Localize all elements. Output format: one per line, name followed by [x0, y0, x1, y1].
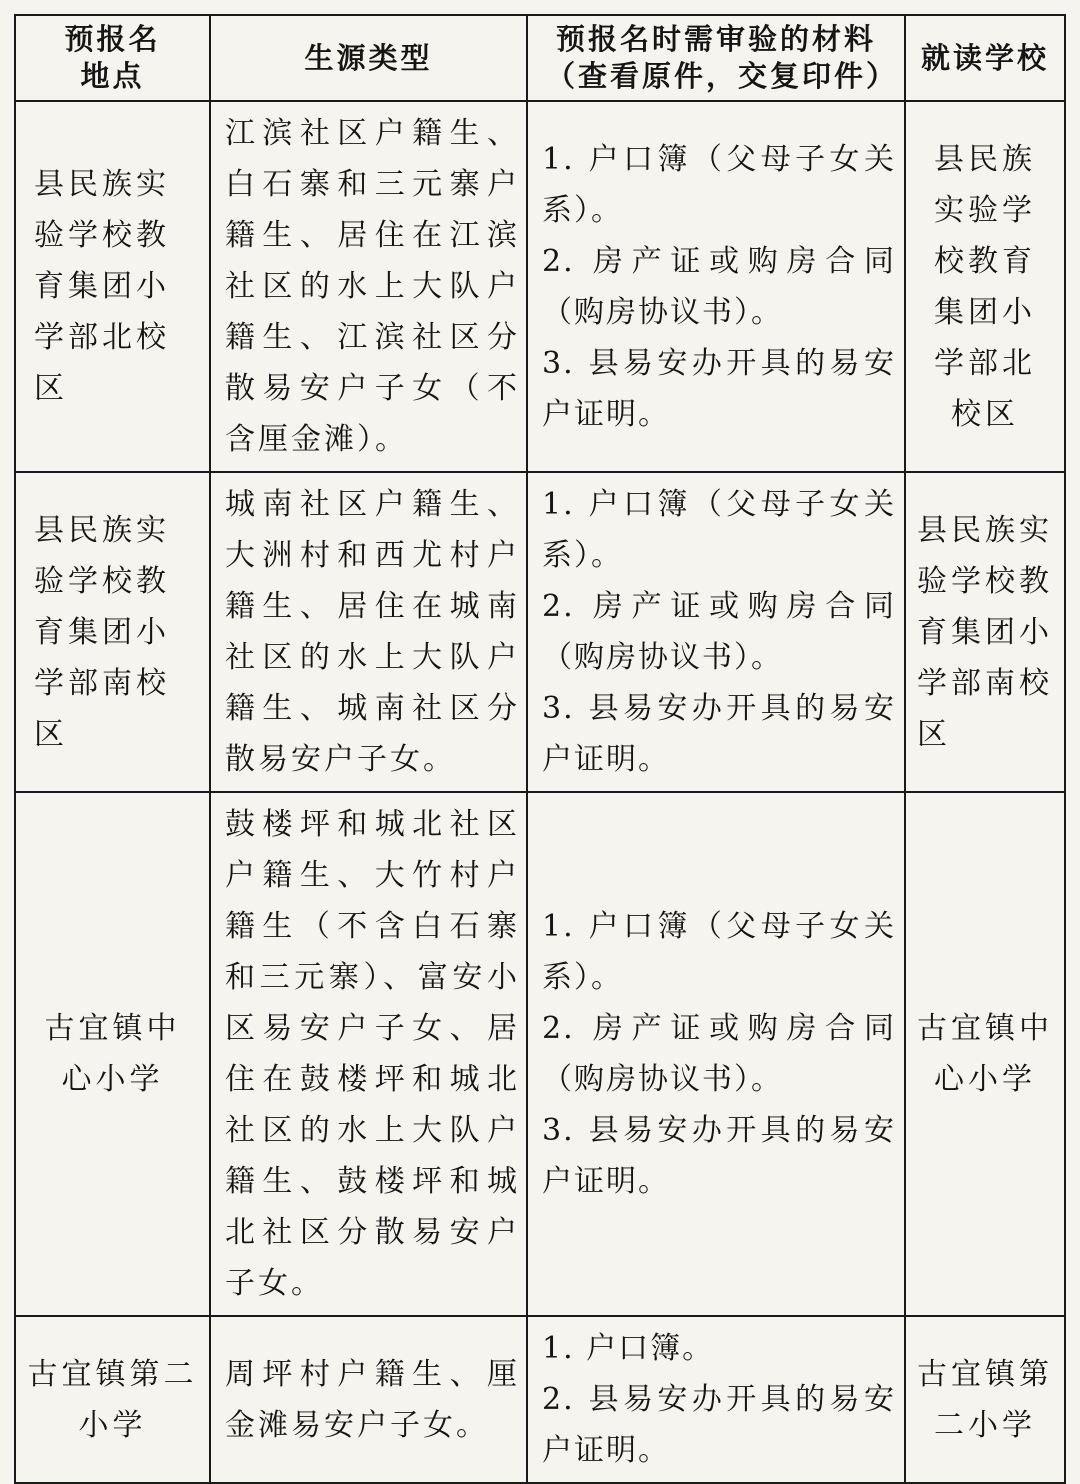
materials-cell [527, 1316, 905, 1483]
location-cell [15, 792, 210, 1316]
school-text: 古宜镇中心小学 [917, 1011, 1053, 1097]
header-source-type: 生源类型 [210, 15, 527, 101]
school-text: 县民族实验学校教育集团小学部北校区 [934, 141, 1036, 432]
school-cell [905, 472, 1065, 792]
enrollment-table [14, 14, 1066, 1484]
material-item: 2. 房产证或购房合同（购房协议书）。 [542, 589, 896, 675]
location-cell [15, 1316, 210, 1483]
material-item: 2. 房产证或购房合同（购房协议书）。 [542, 1011, 896, 1097]
header-location-text: 预报名地点 [64, 22, 161, 93]
school-cell [905, 101, 1065, 472]
source-type-cell: 鼓楼坪和城北社区户籍生、大竹村户籍生（不含白石寨和三元寨）、富安小区易安户子女、居住在鼓楼坪和城北社区的水上大队户籍生、鼓楼坪和城北社区分散易安户子女。 [210, 792, 527, 1316]
material-item: 3. 县易安办开具的易安户证明。 [542, 1113, 896, 1199]
material-item: 1. 户口簿（父母子女关系）。 [542, 909, 896, 995]
school-cell [905, 1316, 1065, 1483]
material-item: 1. 户口簿（父母子女关系）。 [542, 487, 896, 573]
header-school: 就读学校 [905, 15, 1065, 101]
material-item: 1. 户口簿。 [542, 1331, 715, 1366]
table-row [15, 1316, 1065, 1483]
school-cell [905, 792, 1065, 1316]
table-row [15, 101, 1065, 472]
header-materials-text: 预报名时需审验的材料（查看原件，交复印件） [546, 22, 899, 93]
source-type-cell: 城南社区户籍生、大洲村和西尤村户籍生、居住在城南社区的水上大队户籍生、城南社区分散易安户子女。 [210, 472, 527, 792]
location-text: 古宜镇第二小学 [27, 1356, 198, 1443]
location-text: 古宜镇中心小学 [44, 1011, 181, 1097]
material-item: 3. 县易安办开具的易安户证明。 [542, 691, 896, 777]
school-text: 县民族实验学校教育集团小学部南校区 [917, 512, 1053, 752]
materials-cell [527, 792, 905, 1316]
materials-cell [527, 472, 905, 792]
materials-cell [527, 101, 905, 472]
material-item: 3. 县易安办开具的易安户证明。 [542, 345, 896, 432]
location-cell: 县民族实验学校教育集团小学部南校区 [15, 472, 210, 792]
table-row [15, 472, 1065, 792]
table-row [15, 792, 1065, 1316]
school-text: 古宜镇第二小学 [917, 1356, 1053, 1443]
header-materials [527, 15, 905, 101]
enrollment-table-page [14, 14, 1066, 1468]
header-row [15, 15, 1065, 101]
source-type-cell: 周坪村户籍生、厘金滩易安户子女。 [210, 1316, 527, 1483]
location-cell: 县民族实验学校教育集团小学部北校区 [15, 101, 210, 472]
source-type-cell: 江滨社区户籍生、白石寨和三元寨户籍生、居住在江滨社区的水上大队户籍生、江滨社区分散易安户子女（不含厘金滩）。 [210, 101, 527, 472]
material-item: 2. 房产证或购房合同（购房协议书）。 [542, 243, 896, 330]
material-item: 1. 户口簿（父母子女关系）。 [542, 141, 896, 228]
header-location [15, 15, 210, 101]
material-item: 2. 县易安办开具的易安户证明。 [542, 1382, 896, 1468]
